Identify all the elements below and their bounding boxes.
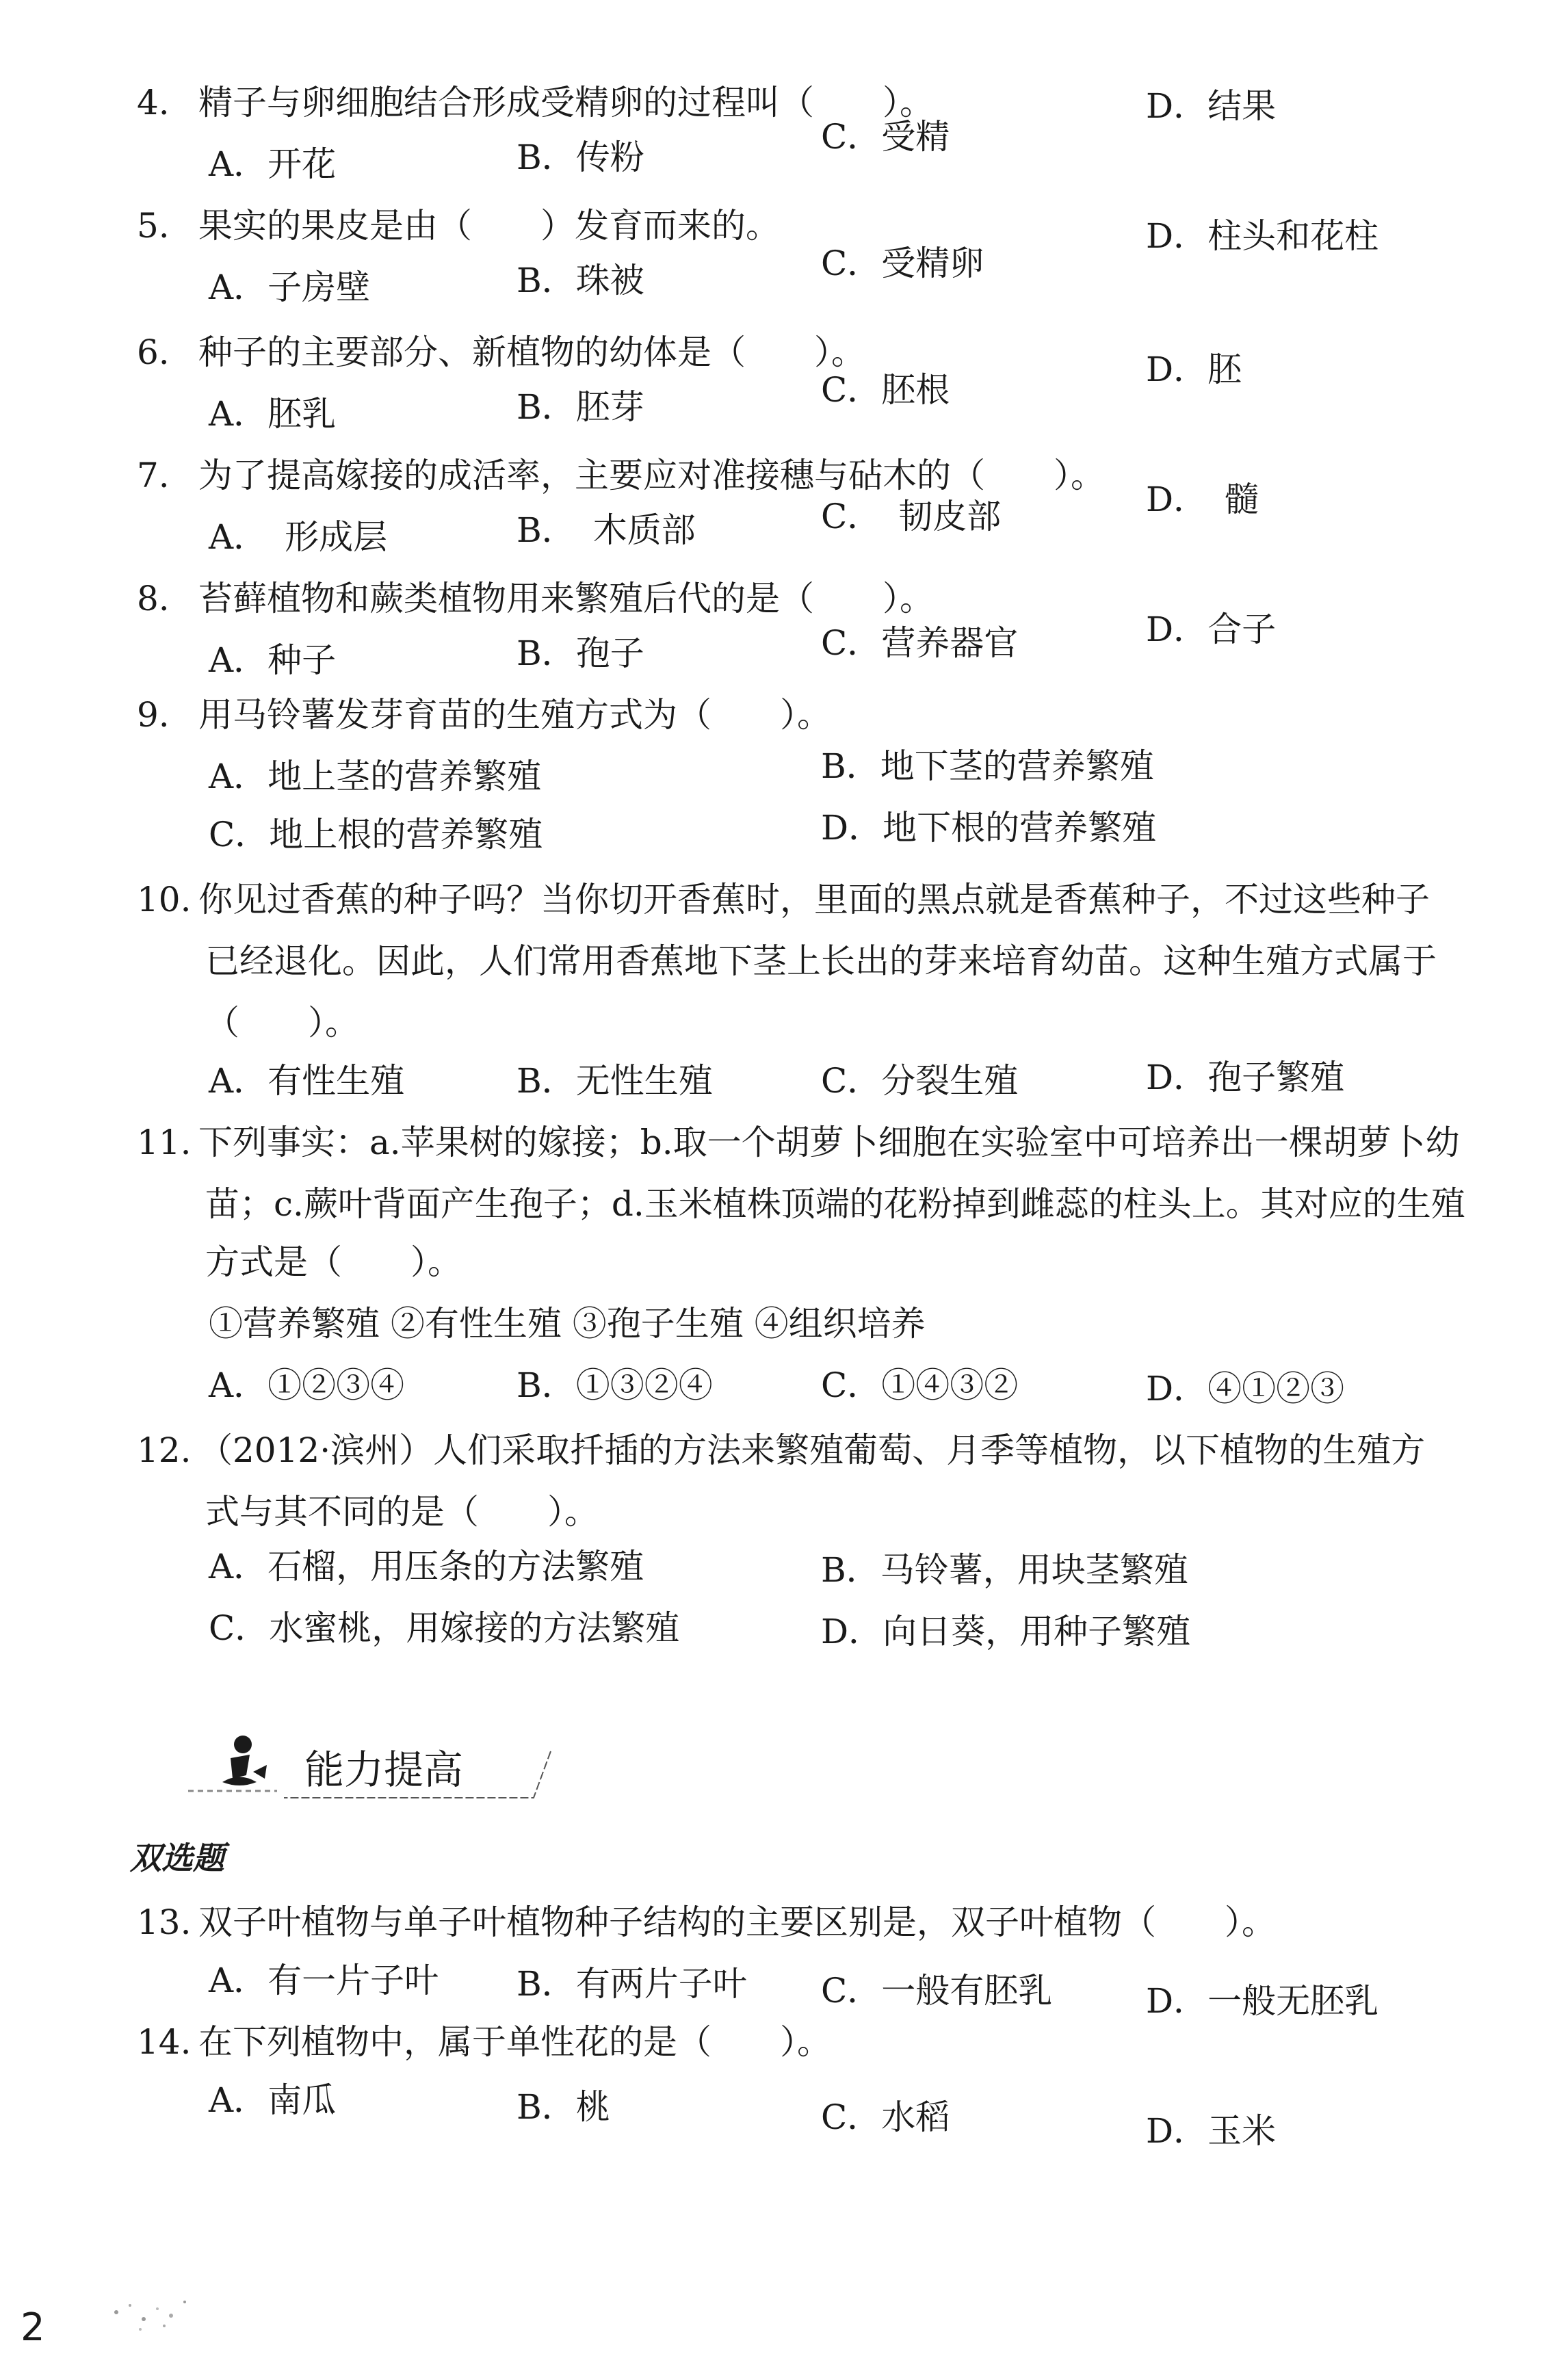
option-b: B．地下茎的营养繁殖: [821, 746, 1154, 786]
section-title: 能力提高: [304, 1746, 464, 1793]
option-c: C．受精: [821, 117, 950, 157]
question-text-line: 下列事实：a.苹果树的嫁接；b.取一个胡萝卜细胞在实验室中可培养出一棵胡萝卜幼: [198, 1123, 1460, 1162]
option-b: B．桃: [517, 2087, 610, 2127]
option-b: B．马铃薯，用块茎繁殖: [821, 1550, 1188, 1590]
option-c: C．①④③②: [821, 1365, 1019, 1405]
question-number: 9.: [137, 695, 170, 735]
option-a: A．种子: [209, 640, 337, 680]
option-c: C．胚根: [821, 370, 950, 410]
option-a: A．开花: [209, 144, 337, 184]
question-text: 苔藓植物和蕨类植物用来繁殖后代的是（ ）。: [198, 579, 934, 618]
question-text-line: 式与其不同的是（ ）。: [205, 1492, 599, 1532]
question-number: 14.: [137, 2022, 192, 2062]
option-b: B．珠被: [517, 261, 644, 300]
question-8: [137, 578, 934, 619]
option-d: D．孢子繁殖: [1146, 1058, 1345, 1097]
option-c: C．营养器官: [821, 623, 1019, 663]
option-d: D．④①②③: [1146, 1369, 1345, 1409]
option-c: C．受精卵: [821, 244, 984, 283]
question-text-line: ①营养繁殖 ②有性生殖 ③孢子生殖 ④组织培养: [209, 1304, 926, 1344]
option-d: D．玉米: [1146, 2111, 1277, 2151]
option-a: A．地上茎的营养繁殖: [209, 757, 542, 796]
option-a: A．有一片子叶: [209, 1961, 439, 2000]
question-number: 7.: [137, 456, 170, 495]
option-d: D．结果: [1146, 86, 1277, 126]
page-number: 2: [21, 2305, 45, 2350]
option-d: D． 髓: [1146, 480, 1259, 519]
question-14: [137, 2021, 831, 2063]
question-4: [137, 82, 934, 123]
question-text-line: 你见过香蕉的种子吗？当你切开香蕉时，里面的黑点就是香蕉种子，不过这些种子: [198, 880, 1430, 919]
question-text: 精子与卵细胞结合形成受精卵的过程叫（ ）。: [198, 83, 934, 122]
option-b: B．①③②④: [517, 1365, 713, 1405]
option-c: C．地上根的营养繁殖: [209, 815, 543, 854]
option-d: D．柱头和花柱: [1146, 216, 1379, 256]
question-number: 6.: [137, 332, 170, 372]
question-text: 为了提高嫁接的成活率，主要应对准接穗与砧木的（ ）。: [198, 456, 1105, 495]
question-text-line: （ ）。: [205, 1003, 359, 1043]
question-5: [137, 205, 780, 246]
option-b: B．孢子: [517, 633, 644, 673]
question-text: 在下列植物中，属于单性花的是（ ）。: [198, 2022, 831, 2062]
question-11: [137, 1122, 1460, 1163]
option-c: C．水稻: [821, 2097, 950, 2137]
question-text-line: （2012·滨州）人们采取扦插的方法来繁殖葡萄、月季等植物，以下植物的生殖方: [198, 1430, 1426, 1470]
question-text: 果实的果皮是由（ ）发育而来的。: [198, 206, 780, 246]
question-number: 13.: [137, 1902, 192, 1942]
option-b: B．胚芽: [517, 387, 644, 427]
question-7: [137, 455, 1105, 496]
option-a: A．①②③④: [209, 1365, 405, 1405]
question-number: 4.: [137, 83, 170, 122]
question-number: 8.: [137, 579, 170, 618]
option-b: B．有两片子叶: [517, 1964, 747, 2004]
option-a: A．子房壁: [209, 267, 371, 307]
question-12: [137, 1430, 1425, 1471]
question-6: [137, 332, 865, 373]
question-number: 12.: [137, 1430, 192, 1470]
option-b: B．传粉: [517, 138, 644, 177]
question-10: [137, 879, 1430, 920]
option-d: D．合子: [1146, 610, 1277, 649]
option-a: A．石榴，用压条的方法繁殖: [209, 1547, 644, 1586]
section-subhead: 双选题: [130, 1840, 224, 1876]
question-number: 10.: [137, 880, 192, 919]
option-a: A．南瓜: [209, 2080, 337, 2120]
question-number: 5.: [137, 206, 170, 246]
option-c: C．一般有胚乳: [821, 1971, 1053, 2011]
question-number: 11.: [137, 1123, 192, 1162]
option-d: D．向日葵，用种子繁殖: [821, 1612, 1191, 1651]
option-a: A．有性生殖: [209, 1061, 405, 1101]
question-text-line: 已经退化。因此，人们常用香蕉地下茎上长出的芽来培育幼苗。这种生殖方式属于: [205, 941, 1437, 981]
option-c: C． 韧皮部: [821, 497, 1002, 536]
question-13: [137, 1902, 1276, 1943]
option-c: C．分裂生殖: [821, 1061, 1019, 1101]
option-c: C．水蜜桃，用嫁接的方法繁殖: [209, 1608, 680, 1648]
question-text: 用马铃薯发芽育苗的生殖方式为（ ）。: [198, 695, 831, 735]
question-text: 种子的主要部分、新植物的幼体是（ ）。: [198, 332, 865, 372]
question-text: 双子叶植物与单子叶植物种子结构的主要区别是，双子叶植物（ ）。: [198, 1902, 1276, 1942]
option-d: D．一般无胚乳: [1146, 1981, 1379, 2021]
question-9: [137, 694, 831, 735]
decorative-speckle: [103, 2278, 205, 2346]
option-b: B．无性生殖: [517, 1061, 713, 1101]
option-d: D．胚: [1146, 350, 1242, 389]
question-text-line: 苗；c.蕨叶背面产生孢子；d.玉米植株顶端的花粉掉到雌蕊的柱头上。其对应的生殖: [205, 1184, 1465, 1224]
option-b: B． 木质部: [517, 510, 696, 550]
option-d: D．地下根的营养繁殖: [821, 808, 1157, 848]
option-a: A．胚乳: [209, 394, 337, 434]
option-a: A． 形成层: [209, 517, 388, 557]
question-text-line: 方式是（ ）。: [205, 1242, 462, 1282]
